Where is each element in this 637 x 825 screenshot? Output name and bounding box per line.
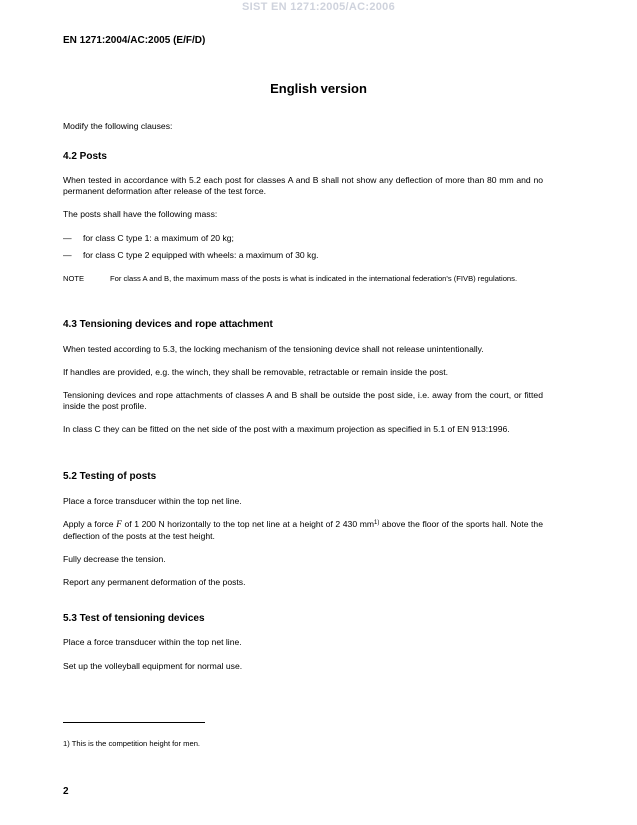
list-item	[63, 233, 543, 244]
section-4-3-paragraph-1: When tested according to 5.3, the locking mechanism of the tensioning device shall not release unintentionally.	[63, 344, 484, 354]
dash-bullet: —	[63, 233, 72, 243]
footnote-divider	[63, 722, 205, 723]
list-item-text: for class C type 2 equipped with wheels: a maximum of 30 kg.	[83, 250, 319, 260]
section-4-2-heading: 4.2 Posts	[63, 151, 107, 162]
watermark: SIST EN 1271:2005/AC:2006	[241, 1, 396, 13]
section-5-2-paragraph-3: Fully decrease the tension.	[63, 554, 166, 564]
document-id: EN 1271:2004/AC:2005 (E/F/D)	[63, 35, 206, 46]
page-number: 2	[63, 786, 69, 797]
list-item	[63, 250, 543, 261]
text-run: of 1 200 N horizontally to the top net line at a height of 2 430 mm	[121, 519, 375, 529]
footnote: 1) This is the competition height for men.	[63, 739, 201, 748]
section-4-2-paragraph-1: When tested in accordance with 5.2 each post for classes A and B shall not show any deflection of more than 80 mm and no permanent deformation after release of the test force.	[63, 175, 543, 196]
section-4-3-paragraph-4: In class C they can be fitted on the net side of the post with a maximum projection as specified in 5.1 of EN 913:1996.	[63, 424, 510, 434]
text-run: above the floor of the sports hall. Note the deflection of the posts at the test height.	[63, 519, 543, 541]
intro-text: Modify the following clauses:	[63, 121, 173, 131]
footnote-reference[interactable]: 1)	[374, 520, 380, 526]
note	[63, 274, 543, 284]
section-5-3-heading: 5.3 Test of tensioning devices	[63, 613, 205, 624]
section-5-2-paragraph-1: Place a force transducer within the top net line.	[63, 496, 242, 506]
note-text: For class A and B, the maximum mass of the posts is what is indicated in the international federation's (FIVB) regulations.	[110, 274, 518, 283]
section-5-2-heading: 5.2 Testing of posts	[63, 471, 157, 482]
section-5-3-paragraph-2: Set up the volleyball equipment for normal use.	[63, 661, 243, 671]
section-4-2-paragraph-2: The posts shall have the following mass:	[63, 209, 218, 219]
page-title: English version	[270, 81, 367, 96]
text-run: Apply a force	[63, 519, 117, 529]
section-4-3-paragraph-3: Tensioning devices and rope attachments of classes A and B shall be outside the post side, i.e. away from the court, or fitted inside the post profile.	[63, 390, 543, 411]
section-4-3-paragraph-2: If handles are provided, e.g. the winch, they shall be removable, retractable or remain inside the post.	[63, 367, 449, 377]
section-5-2-paragraph-4: Report any permanent deformation of the posts.	[63, 577, 246, 587]
section-5-2-paragraph-2	[63, 519, 543, 542]
dash-bullet: —	[63, 250, 72, 260]
note-label: NOTE	[63, 274, 85, 283]
list-item-text: for class C type 1: a maximum of 20 kg;	[83, 233, 234, 243]
section-4-3-heading: 4.3 Tensioning devices and rope attachment	[63, 319, 273, 330]
section-5-3-paragraph-1: Place a force transducer within the top net line.	[63, 637, 242, 647]
force-symbol: F	[116, 520, 122, 530]
